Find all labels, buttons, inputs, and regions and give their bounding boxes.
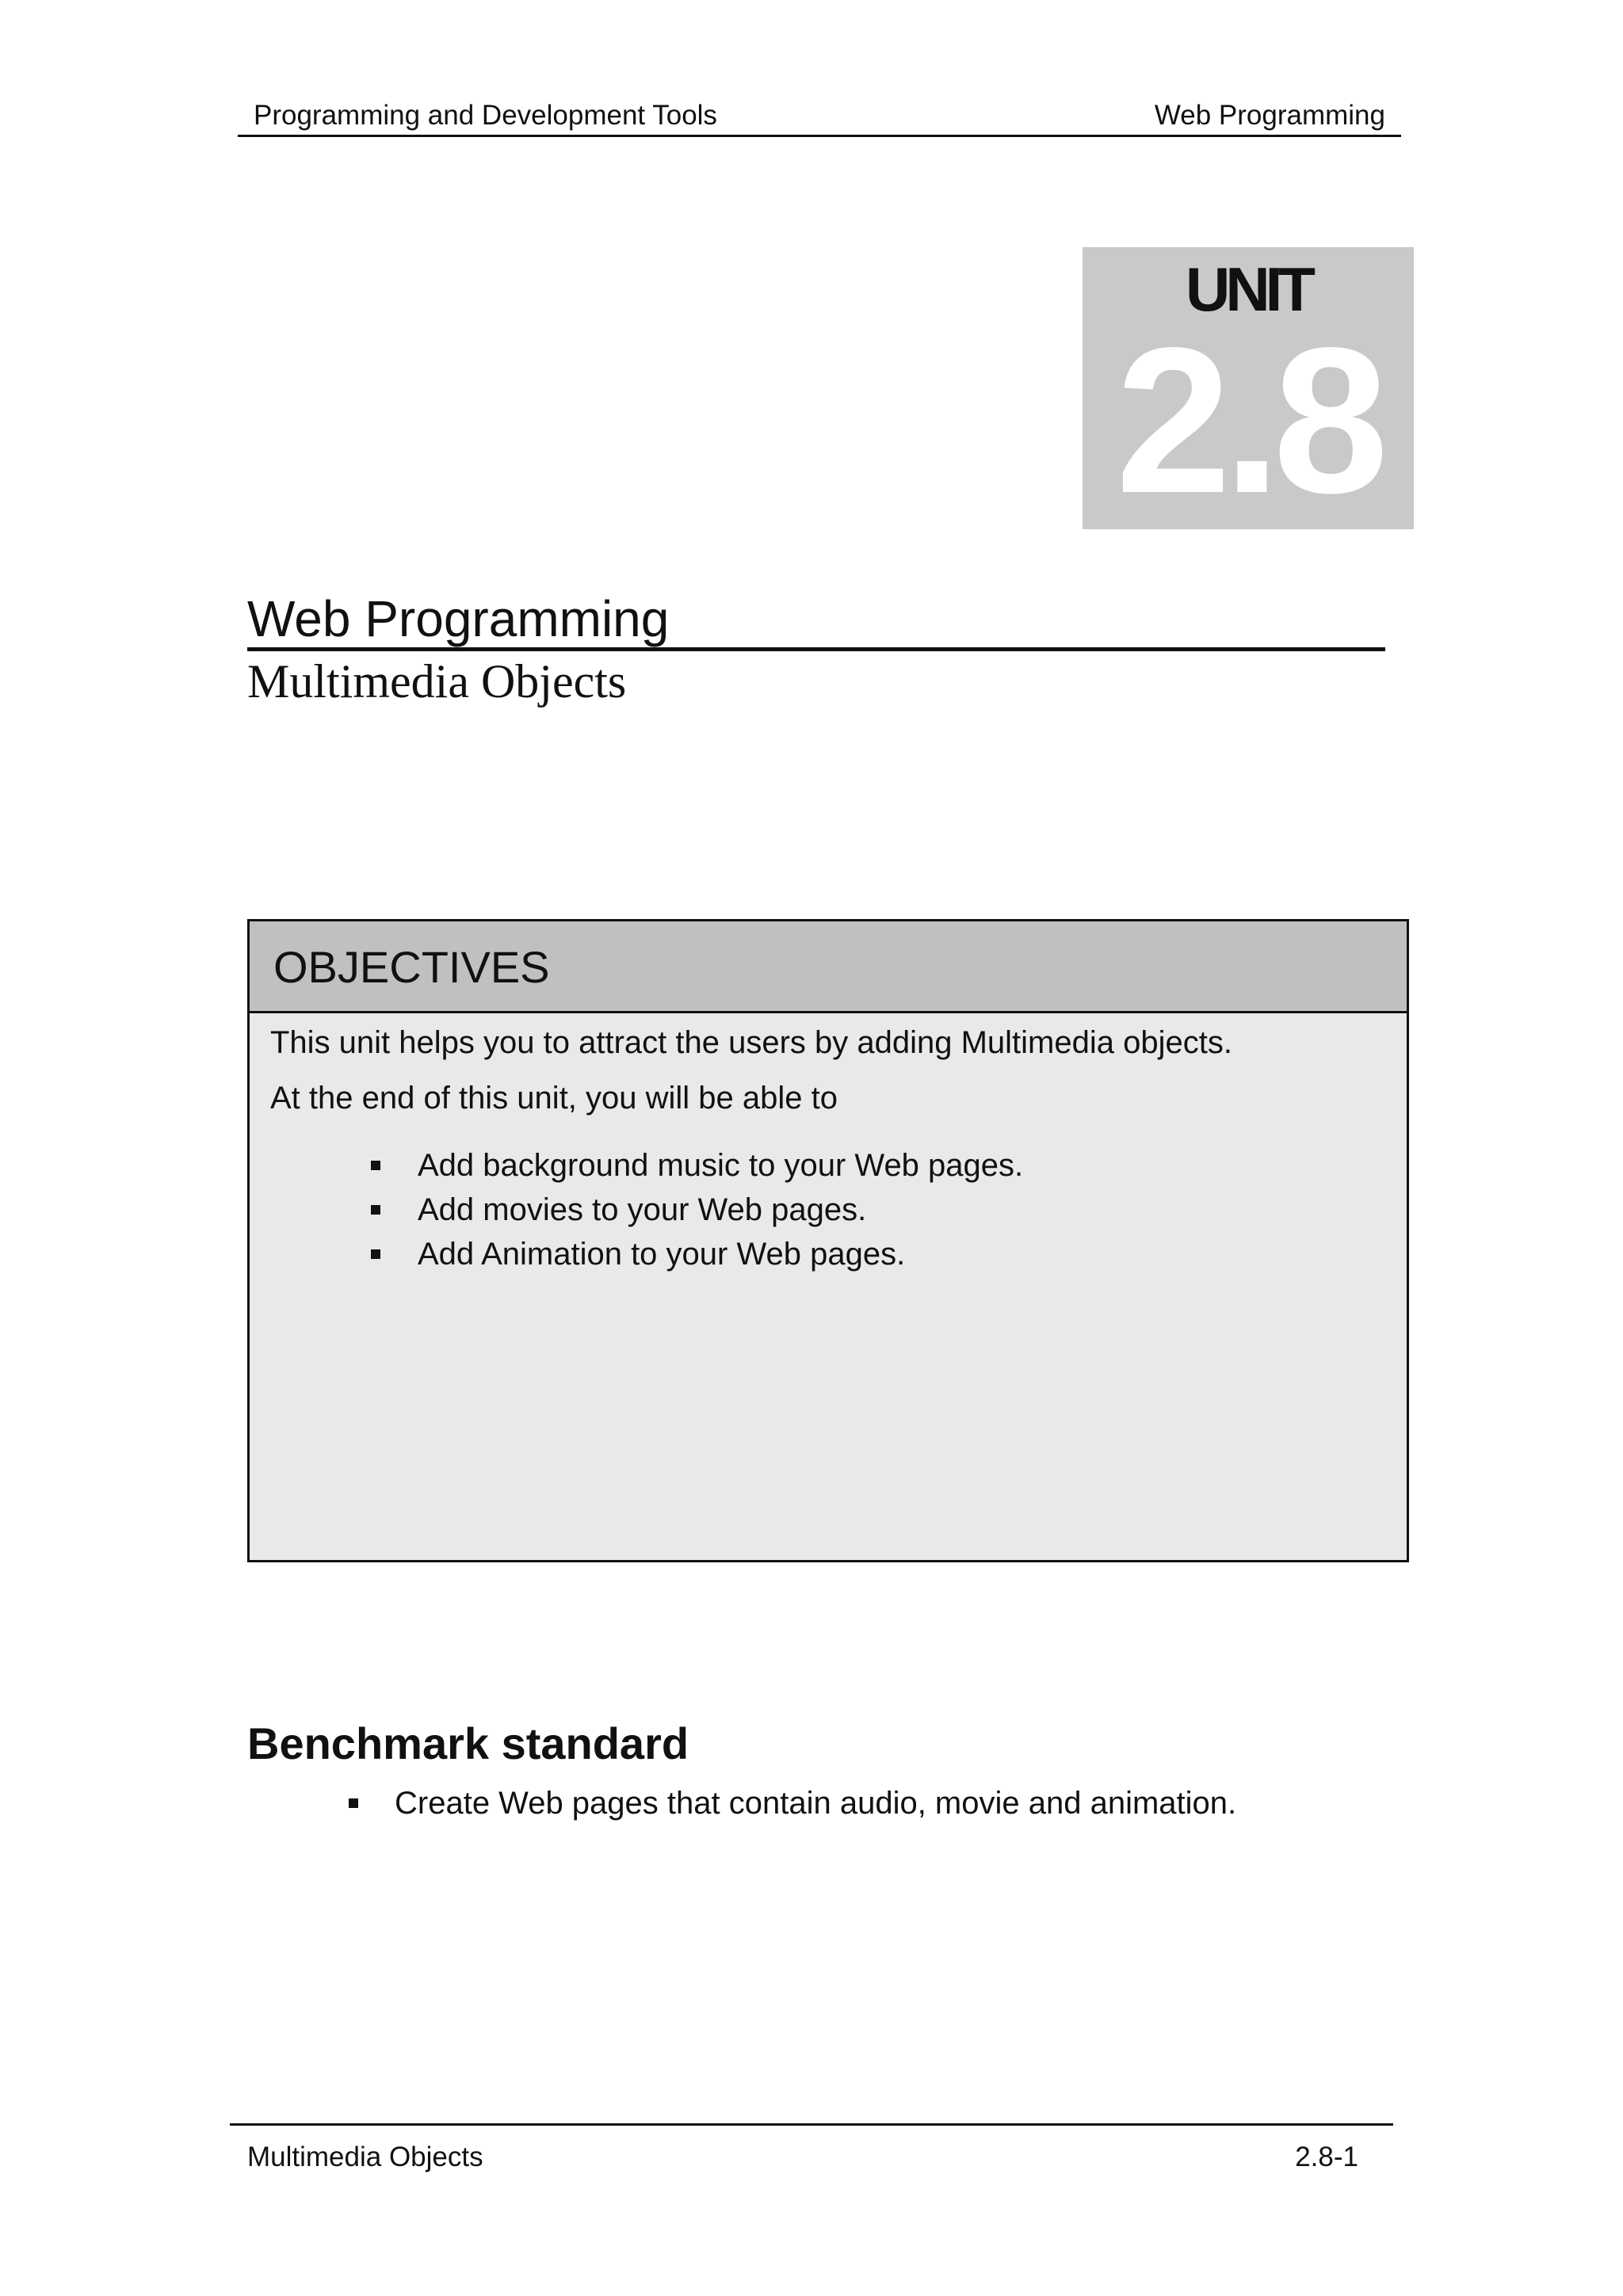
square-bullet-icon [371,1205,380,1215]
list-item [250,1232,1023,1276]
list-item [250,1143,1023,1188]
unit-label: UNIT [1186,254,1311,324]
objective-text: Add movies to your Web pages. [418,1192,867,1227]
header-course-title: Programming and Development Tools [254,100,717,131]
page-footer [230,2123,1393,2172]
objectives-list [250,1143,1023,1276]
objective-text: Add Animation to your Web pages. [418,1237,906,1272]
page-header [238,95,1401,137]
square-bullet-icon [349,1798,358,1808]
square-bullet-icon [371,1249,380,1259]
page-number: 2.8-1 [1295,2142,1358,2172]
objectives-box [247,919,1409,1562]
unit-badge [1083,247,1414,536]
footer-chapter-title: Multimedia Objects [247,2142,483,2172]
benchmark-list [247,1781,1236,1825]
square-bullet-icon [371,1161,380,1170]
unit-number: 2.8 [1115,304,1381,536]
objectives-intro: This unit helps you to attract the users by adding Multimedia objects. [270,1025,1232,1060]
header-section-title: Web Programming [1154,100,1385,131]
benchmark-text: Create Web pages that contain audio, movie and animation. [395,1786,1237,1821]
list-item [247,1781,1236,1825]
list-item [250,1188,1023,1232]
page-subtitle: Multimedia Objects [247,655,627,707]
title-block [247,590,1385,710]
objectives-lead: At the end of this unit, you will be able to [270,1081,838,1116]
page-title: Web Programming [247,590,1385,651]
objective-text: Add background music to your Web pages. [418,1148,1024,1183]
benchmark-heading: Benchmark standard [247,1718,689,1768]
objectives-heading: OBJECTIVES [250,921,1407,1013]
